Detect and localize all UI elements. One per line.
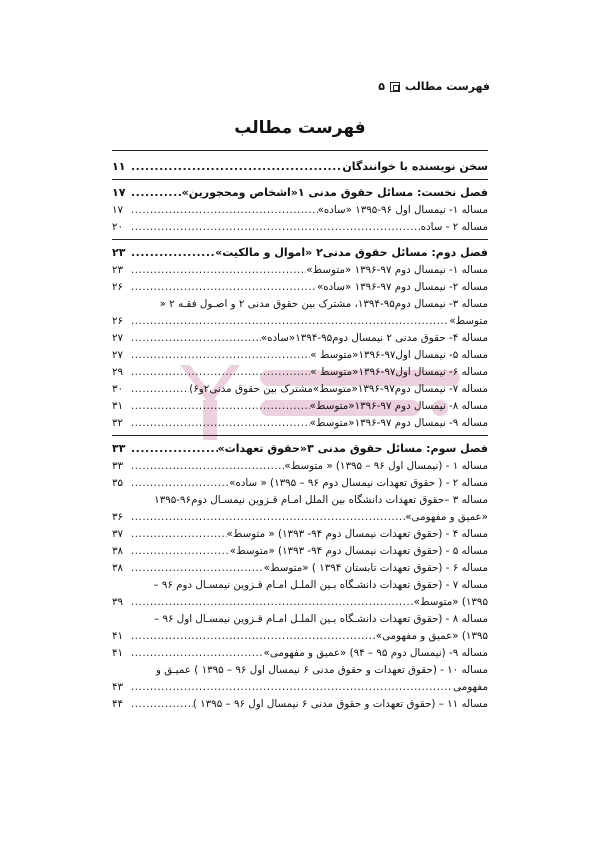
toc-entry-label: مساله ۱۱ – (حقوق تعهدات و حقوق مدنی ۶ نیمسال اول ۹۶ – ۱۳۹۵ ): [192, 698, 488, 710]
toc-entry-row[interactable]: [112, 506, 488, 523]
dot-leader: [128, 477, 229, 489]
toc-entry-row[interactable]: [112, 310, 488, 327]
toc-entry-label: مساله ۶- نیمسال اول۹۷-۱۳۹۶«متوسط »: [310, 366, 488, 378]
toc-entry-row[interactable]: [112, 557, 488, 574]
toc-entry-label: مساله ۲ - ( حقوق تعهدات نیمسال دوم ۹۶ – ۱۳۹۵) « ساده»: [229, 477, 488, 489]
dot-leader: [128, 630, 376, 642]
toc-entry-row[interactable]: [112, 378, 488, 395]
toc-entry-row[interactable]: [112, 489, 488, 506]
dot-leader: [128, 349, 310, 361]
toc-entry-label: مساله ۸- نیمسال دوم ۹۷-۱۳۹۶«متوسط»: [309, 400, 488, 412]
toc-page-number: ۱۷: [112, 186, 126, 199]
toc-entry-row[interactable]: [112, 676, 488, 693]
toc-page-number: ۳۸: [112, 545, 124, 557]
toc-page-number: ۳۶: [112, 511, 124, 523]
toc-chapter-row[interactable]: [112, 437, 488, 455]
toc-entry-row[interactable]: [112, 540, 488, 557]
toc-entry-row[interactable]: [112, 455, 488, 472]
dot-leader: [128, 221, 421, 233]
toc-entry-label: فصل دوم: مسائل حقوق مدنی۲ «اموال و مالکیت»: [215, 246, 488, 259]
toc-entry-row[interactable]: [112, 608, 488, 625]
dot-leader: [128, 281, 317, 293]
dot-leader: [128, 264, 306, 276]
toc-page-number: ۴۱: [112, 647, 124, 659]
dot-leader: [128, 528, 227, 540]
toc-entry-label: مساله ۴- حقوق مدنی ۲ نیمسال دوم۹۵-۱۳۹۴«ساده»: [260, 332, 488, 344]
toc-entry-label: «عمیق و مفهومی»: [405, 511, 488, 523]
toc-entry-label: فصل سوم: مسائل حقوق مدنی ۳«حقوق تعهدات»: [217, 442, 488, 455]
toc-page-number: ۴۳: [112, 681, 124, 693]
toc-entry-row[interactable]: [112, 591, 488, 608]
dot-leader: [128, 442, 218, 455]
dot-leader: [128, 511, 405, 523]
dot-leader: [128, 562, 264, 574]
toc-entry-row[interactable]: [112, 344, 488, 361]
toc-entry-row[interactable]: [112, 574, 488, 591]
toc-entry-label: مساله ۸ - (حقوق تعهدات دانشـگاه بـین الملـل امـام قـزوین نیمسـال اول ۹۶ –: [154, 613, 488, 625]
toc-page-number: ۲۷: [112, 332, 124, 344]
dot-leader: [128, 596, 414, 608]
chapter-divider: [112, 239, 488, 240]
toc-entry-label: مساله ۱ - (نیمسال اول ۹۶ – ۱۳۹۵) « متوسط»: [284, 460, 488, 472]
toc-entry-row[interactable]: [112, 625, 488, 642]
toc-entry-label: مساله ۵ - (حقوق تعهدات نیمسال دوم ۹۴- ۱۳۹۳) «متوسط»: [229, 545, 488, 557]
toc-page-number: ۴۴: [112, 698, 124, 710]
toc-entry-label: مساله ۱- نیمسال اول ۹۶-۱۳۹۵ «ساده»: [317, 204, 488, 216]
dot-leader: [128, 366, 310, 378]
toc-page-number: ۲۷: [112, 349, 124, 361]
toc-chapter-row[interactable]: [112, 181, 488, 199]
toc-entry-row[interactable]: [112, 642, 488, 659]
toc-entry-label: مساله ۲ - ساده: [420, 221, 488, 233]
running-head: [378, 80, 490, 93]
dot-leader: [128, 400, 310, 412]
toc-entry-row[interactable]: [112, 276, 488, 293]
toc-entry-row[interactable]: [112, 693, 488, 710]
title-rule: [112, 150, 488, 151]
running-head-title: فهرست مطالب: [404, 80, 490, 93]
toc-entry-label: مساله ۹- (نیمسال دوم ۹۵ – ۹۴) «عمیق و مفهومی»: [263, 647, 488, 659]
toc-page-number: ۲۰: [112, 221, 124, 233]
chapter-divider: [112, 435, 488, 436]
toc-entry-row[interactable]: [112, 199, 488, 216]
chapter-divider: [112, 179, 488, 180]
dot-leader: [128, 647, 264, 659]
dot-leader: [128, 186, 182, 199]
toc-entry-label: سخن نویسنده با خوانندگان: [342, 160, 488, 173]
toc-entry-label: مساله ۱- نیمسال دوم ۹۷-۱۳۹۶ «متوسط»: [306, 264, 488, 276]
toc-entry-label: مساله ۳ –حقوق تعهدات دانشگاه بین الملل امـام قـزوین نیمسـال دوم۹۶-۱۳۹۵: [154, 494, 488, 506]
toc-page-number: ۳۵: [112, 477, 124, 489]
toc-entry-label: ۱۳۹۵) «متوسط»: [413, 596, 488, 608]
toc-entry-label: فصل نخست: مسائل حقوق مدنی ۱«اشخاص ومحجورین»: [181, 186, 488, 199]
running-head-page-number: ۵: [378, 80, 385, 93]
dot-leader: [128, 698, 193, 710]
toc-entry-row[interactable]: [112, 293, 488, 310]
toc-page-number: ۳۸: [112, 562, 124, 574]
toc-page-number: ۱۱: [112, 160, 126, 173]
toc-entry-row[interactable]: [112, 327, 488, 344]
dot-leader: [128, 383, 189, 395]
toc-entry-row[interactable]: [112, 259, 488, 276]
toc-entry-row[interactable]: [112, 472, 488, 489]
toc-page-number: ۳۰: [112, 383, 124, 395]
toc-page-number: ۴۱: [112, 630, 124, 642]
toc-entry-row[interactable]: [112, 523, 488, 540]
toc-entry-label: مساله ۶ - (حقوق تعهدات تابستان ۱۳۹۴ ) «متوسط»: [263, 562, 488, 574]
toc-entry-row[interactable]: [112, 412, 488, 429]
toc-entry-label: متوسط»: [449, 315, 488, 327]
dot-leader: [128, 315, 449, 327]
toc-page-number: ۳۱: [112, 400, 124, 412]
toc-chapter-row[interactable]: [112, 241, 488, 259]
toc-chapter-row[interactable]: [112, 155, 488, 173]
toc-entry-label: مساله ۷- نیمسال دوم۹۷-۱۳۹۶«متوسط»مشترک بین حقوق مدنی۲و۶): [189, 383, 488, 395]
toc-page-number: ۳۳: [112, 460, 124, 472]
toc-page-number: ۳۹: [112, 596, 124, 608]
dot-leader: [128, 417, 310, 429]
dot-leader: [128, 160, 342, 173]
toc-page-number: ۲۳: [112, 264, 124, 276]
dot-leader: [128, 681, 453, 693]
toc-entry-label: ۱۳۹۵) «عمیق و مفهومی»: [375, 630, 488, 642]
toc-entry-label: مساله ۹- نیمسال دوم ۹۷-۱۳۹۶«متوسط»: [309, 417, 488, 429]
toc-page-number: ۲۶: [112, 315, 124, 327]
dot-leader: [128, 545, 230, 557]
toc-page-number: ۳۷: [112, 528, 124, 540]
dot-leader: [128, 460, 284, 472]
dot-leader: [128, 332, 261, 344]
toc-page-number: ۳۲: [112, 417, 124, 429]
toc-entry-row[interactable]: [112, 395, 488, 412]
toc-entry-label: مساله ۲- نیمسال دوم ۹۷-۱۳۹۶ «ساده»: [316, 281, 488, 293]
toc-entry-label: مساله ۴ - (حقوق تعهدات نیمسال دوم ۹۴- ۱۳۹۳) « متوسط»: [226, 528, 488, 540]
toc-page-number: ۲۹: [112, 366, 124, 378]
table-of-contents: [112, 155, 488, 710]
toc-entry-row[interactable]: [112, 216, 488, 233]
toc-entry-label: مساله ۵- نیمسال اول۹۷-۱۳۹۶«متوسط »: [310, 349, 488, 361]
toc-entry-label: مفهومی: [453, 681, 488, 693]
book-icon: [390, 82, 400, 92]
toc-page-number: ۳۳: [112, 442, 126, 455]
toc-entry-label: مساله ۱۰ - (حقوق تعهدات و حقوق مدنی ۶ نیمسال اول ۹۶ – ۱۳۹۵ ) عمیـق و: [155, 664, 488, 676]
dot-leader: [128, 204, 318, 216]
page-title: فهرست مطالب: [234, 118, 366, 138]
toc-entry-label: مساله ۳- نیمسال دوم۹۵-۱۳۹۴، مشترک بین حقوق مدنی ۲ و اصـول فقـه ۲ «: [159, 298, 488, 310]
toc-page-number: ۲۳: [112, 246, 126, 259]
toc-entry-label: مساله ۷ - (حقوق تعهدات دانشـگاه بـین الملـل امـام قـزوین نیمسـال دوم ۹۶ –: [153, 579, 488, 591]
toc-entry-row[interactable]: [112, 659, 488, 676]
dot-leader: [128, 246, 215, 259]
toc-page-number: ۱۷: [112, 204, 124, 216]
toc-entry-row[interactable]: [112, 361, 488, 378]
toc-page-number: ۲۶: [112, 281, 124, 293]
